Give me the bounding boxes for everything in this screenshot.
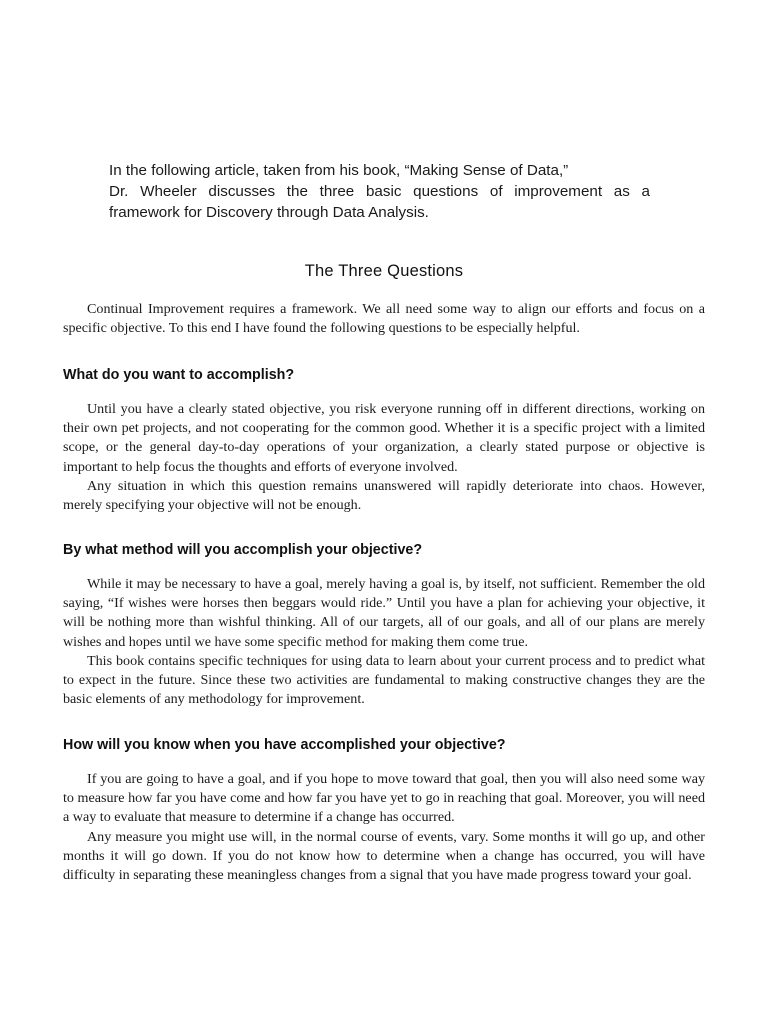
section-2-body: [63, 575, 705, 709]
intro-line-2: Dr. Wheeler discusses the three basic questions of improvement as a framework for Discovery through Data Analysis.: [109, 183, 650, 221]
opening-paragraph-block: [63, 300, 705, 338]
opening-paragraph: Continual Improvement requires a framework. We all need some way to align our efforts and focus on a specific objective. To this end I have found the following questions to be especially helpful.: [63, 301, 705, 337]
section-1-paragraph-2: Any situation in which this question remains unanswered will rapidly deteriorate into chaos. However, merely specifying your objective will not be enough.: [63, 477, 705, 514]
section-3-body: [63, 770, 705, 885]
section-3-paragraph-2: Any measure you might use will, in the normal course of events, vary. Some months it will go up, and other months it will go down. If you do not know how to determine when a change has occurred, you will have difficulty in separating these meaningless changes from a signal that you have made progress toward your goal.: [63, 828, 705, 884]
section-heading-3: How will you know when you have accomplished your objective?: [63, 737, 506, 753]
intro-line-1: In the following article, taken from his book, “Making Sense of Data,”: [109, 162, 569, 179]
section-2-paragraph-1: While it may be necessary to have a goal, merely having a goal is, by itself, not sufficient. Remember the old saying, “If wishes were horses then beggars would ride.” Until you have a plan for achieving your objective, it will be nothing more than wishful thinking. All of our targets, all of our goals, and all of our plans are merely wishes and hopes until we have some specific method for making them come true.: [63, 576, 705, 650]
section-2-paragraph-2: This book contains specific techniques for using data to learn about your current process and to predict what to expect in the future. Since these two activities are fundamental to making constructive changes they are the basic elements of any methodology for improvement.: [63, 652, 705, 708]
section-3-paragraph-1: If you are going to have a goal, and if you hope to move toward that goal, then you will also need some way to measure how far you have come and how far you have yet to go in reaching that goal. Moreover, you will need a way to evaluate that measure to determine if a change has occurred.: [63, 771, 705, 826]
article-title: The Three Questions: [304, 262, 464, 280]
intro-paragraph: [109, 160, 650, 223]
section-1-paragraph-1: Until you have a clearly stated objective, you risk everyone running off in different directions, working on their own pet projects, and not cooperating for the common good. Whether it is a specific project with a limited scope, or the general day-to-day operations of your organization, a clearly stated purpose or objective is important to help focus the thoughts and efforts of everyone involved.: [63, 401, 705, 475]
section-heading-1: What do you want to accomplish?: [63, 367, 295, 383]
section-heading-2: By what method will you accomplish your objective?: [63, 542, 423, 558]
section-1-body: [63, 400, 705, 515]
